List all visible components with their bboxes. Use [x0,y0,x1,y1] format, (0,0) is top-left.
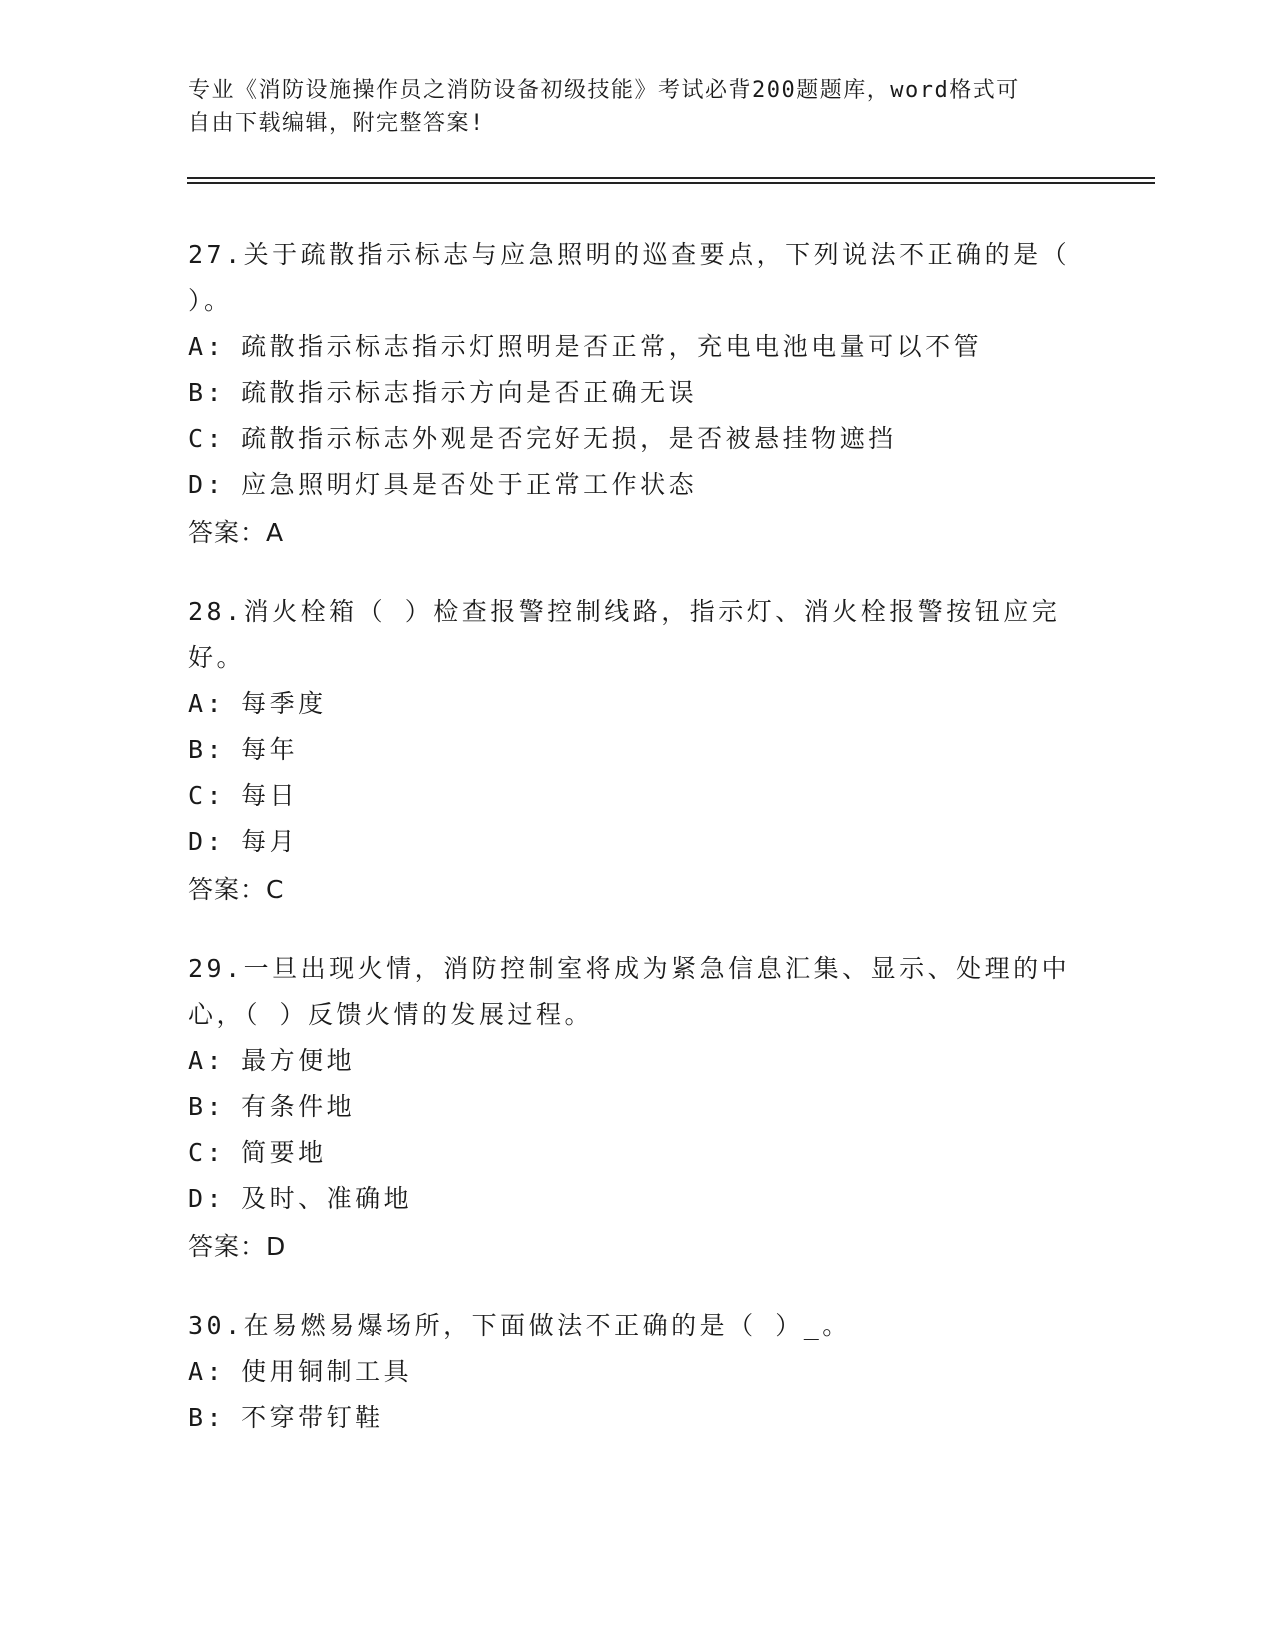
header-divider-top [187,177,1155,179]
option-letter: D: [188,827,226,856]
option-letter: A: [188,332,226,361]
option-letter: C: [188,424,226,453]
question-30 [188,1303,1088,1441]
option-text: 及时、准确地 [241,1184,413,1213]
document-header [188,74,1068,140]
option-text: 疏散指示标志外观是否完好无损，是否被悬挂物遮挡 [241,424,897,453]
option-a [188,324,1088,370]
question-stem [188,946,1088,1038]
question-text: 消火栓箱（ ）检查报警控制线路，指示灯、消火栓报警按钮应完好。 [188,597,1061,672]
answer-value: A [266,518,285,547]
option-b [188,1395,1088,1441]
option-letter: B: [188,1403,226,1432]
question-27 [188,232,1088,556]
option-letter: D: [188,470,226,499]
question-28 [188,589,1088,913]
question-text: 在易燃易爆场所，下面做法不正确的是（ ）_。 [243,1311,851,1340]
option-text: 不穿带钉鞋 [241,1403,384,1432]
answer-label: 答案： [188,518,267,547]
option-letter: C: [188,1138,226,1167]
option-text: 应急照明灯具是否处于正常工作状态 [241,470,698,499]
option-letter: A: [188,1046,226,1075]
option-text: 每年 [241,735,299,764]
option-text: 每月 [241,827,299,856]
option-letter: D: [188,1184,226,1213]
option-c [188,1130,1088,1176]
header-title-line-1: 专业《消防设施操作员之消防设备初级技能》考试必背200题题库，word格式可 [188,78,1020,103]
question-number: 29. [188,954,244,983]
answer-value: C [266,875,285,904]
option-text: 疏散指示标志指示方向是否正确无误 [241,378,698,407]
option-a [188,1349,1088,1395]
option-letter: A: [188,689,226,718]
option-text: 有条件地 [241,1092,356,1121]
question-number: 27. [188,240,244,269]
answer-label: 答案： [188,875,267,904]
question-29 [188,946,1088,1270]
question-number: 28. [188,597,244,626]
option-letter: B: [188,735,226,764]
option-text: 简要地 [241,1138,327,1167]
option-a [188,1038,1088,1084]
option-text: 疏散指示标志指示灯照明是否正常，充电电池电量可以不管 [241,332,983,361]
header-divider-bottom [187,182,1155,184]
option-d [188,1176,1088,1222]
option-b [188,1084,1088,1130]
option-letter: C: [188,781,226,810]
option-letter: B: [188,1092,226,1121]
answer-line [188,1224,1088,1270]
option-text: 最方便地 [241,1046,356,1075]
option-c [188,773,1088,819]
question-stem [188,1303,1088,1349]
question-number: 30. [188,1311,244,1340]
question-text: 关于疏散指示标志与应急照明的巡查要点，下列说法不正确的是（ ）。 [188,240,1071,315]
option-d [188,819,1088,865]
answer-value: D [266,1232,287,1261]
option-a [188,681,1088,727]
option-b [188,727,1088,773]
header-title-line-2: 自由下载编辑，附完整答案! [188,111,485,136]
answer-line [188,867,1088,913]
question-stem [188,232,1088,324]
option-text: 每日 [241,781,299,810]
option-letter: A: [188,1357,226,1386]
question-text: 一旦出现火情，消防控制室将成为紧急信息汇集、显示、处理的中心，（ ）反馈火情的发展过程。 [188,954,1071,1029]
option-letter: B: [188,378,226,407]
option-d [188,462,1088,508]
option-c [188,416,1088,462]
answer-line [188,510,1088,556]
option-text: 每季度 [241,689,327,718]
answer-label: 答案： [188,1232,267,1261]
question-list [188,232,1088,1474]
question-stem [188,589,1088,681]
option-text: 使用铜制工具 [241,1357,413,1386]
option-b [188,370,1088,416]
